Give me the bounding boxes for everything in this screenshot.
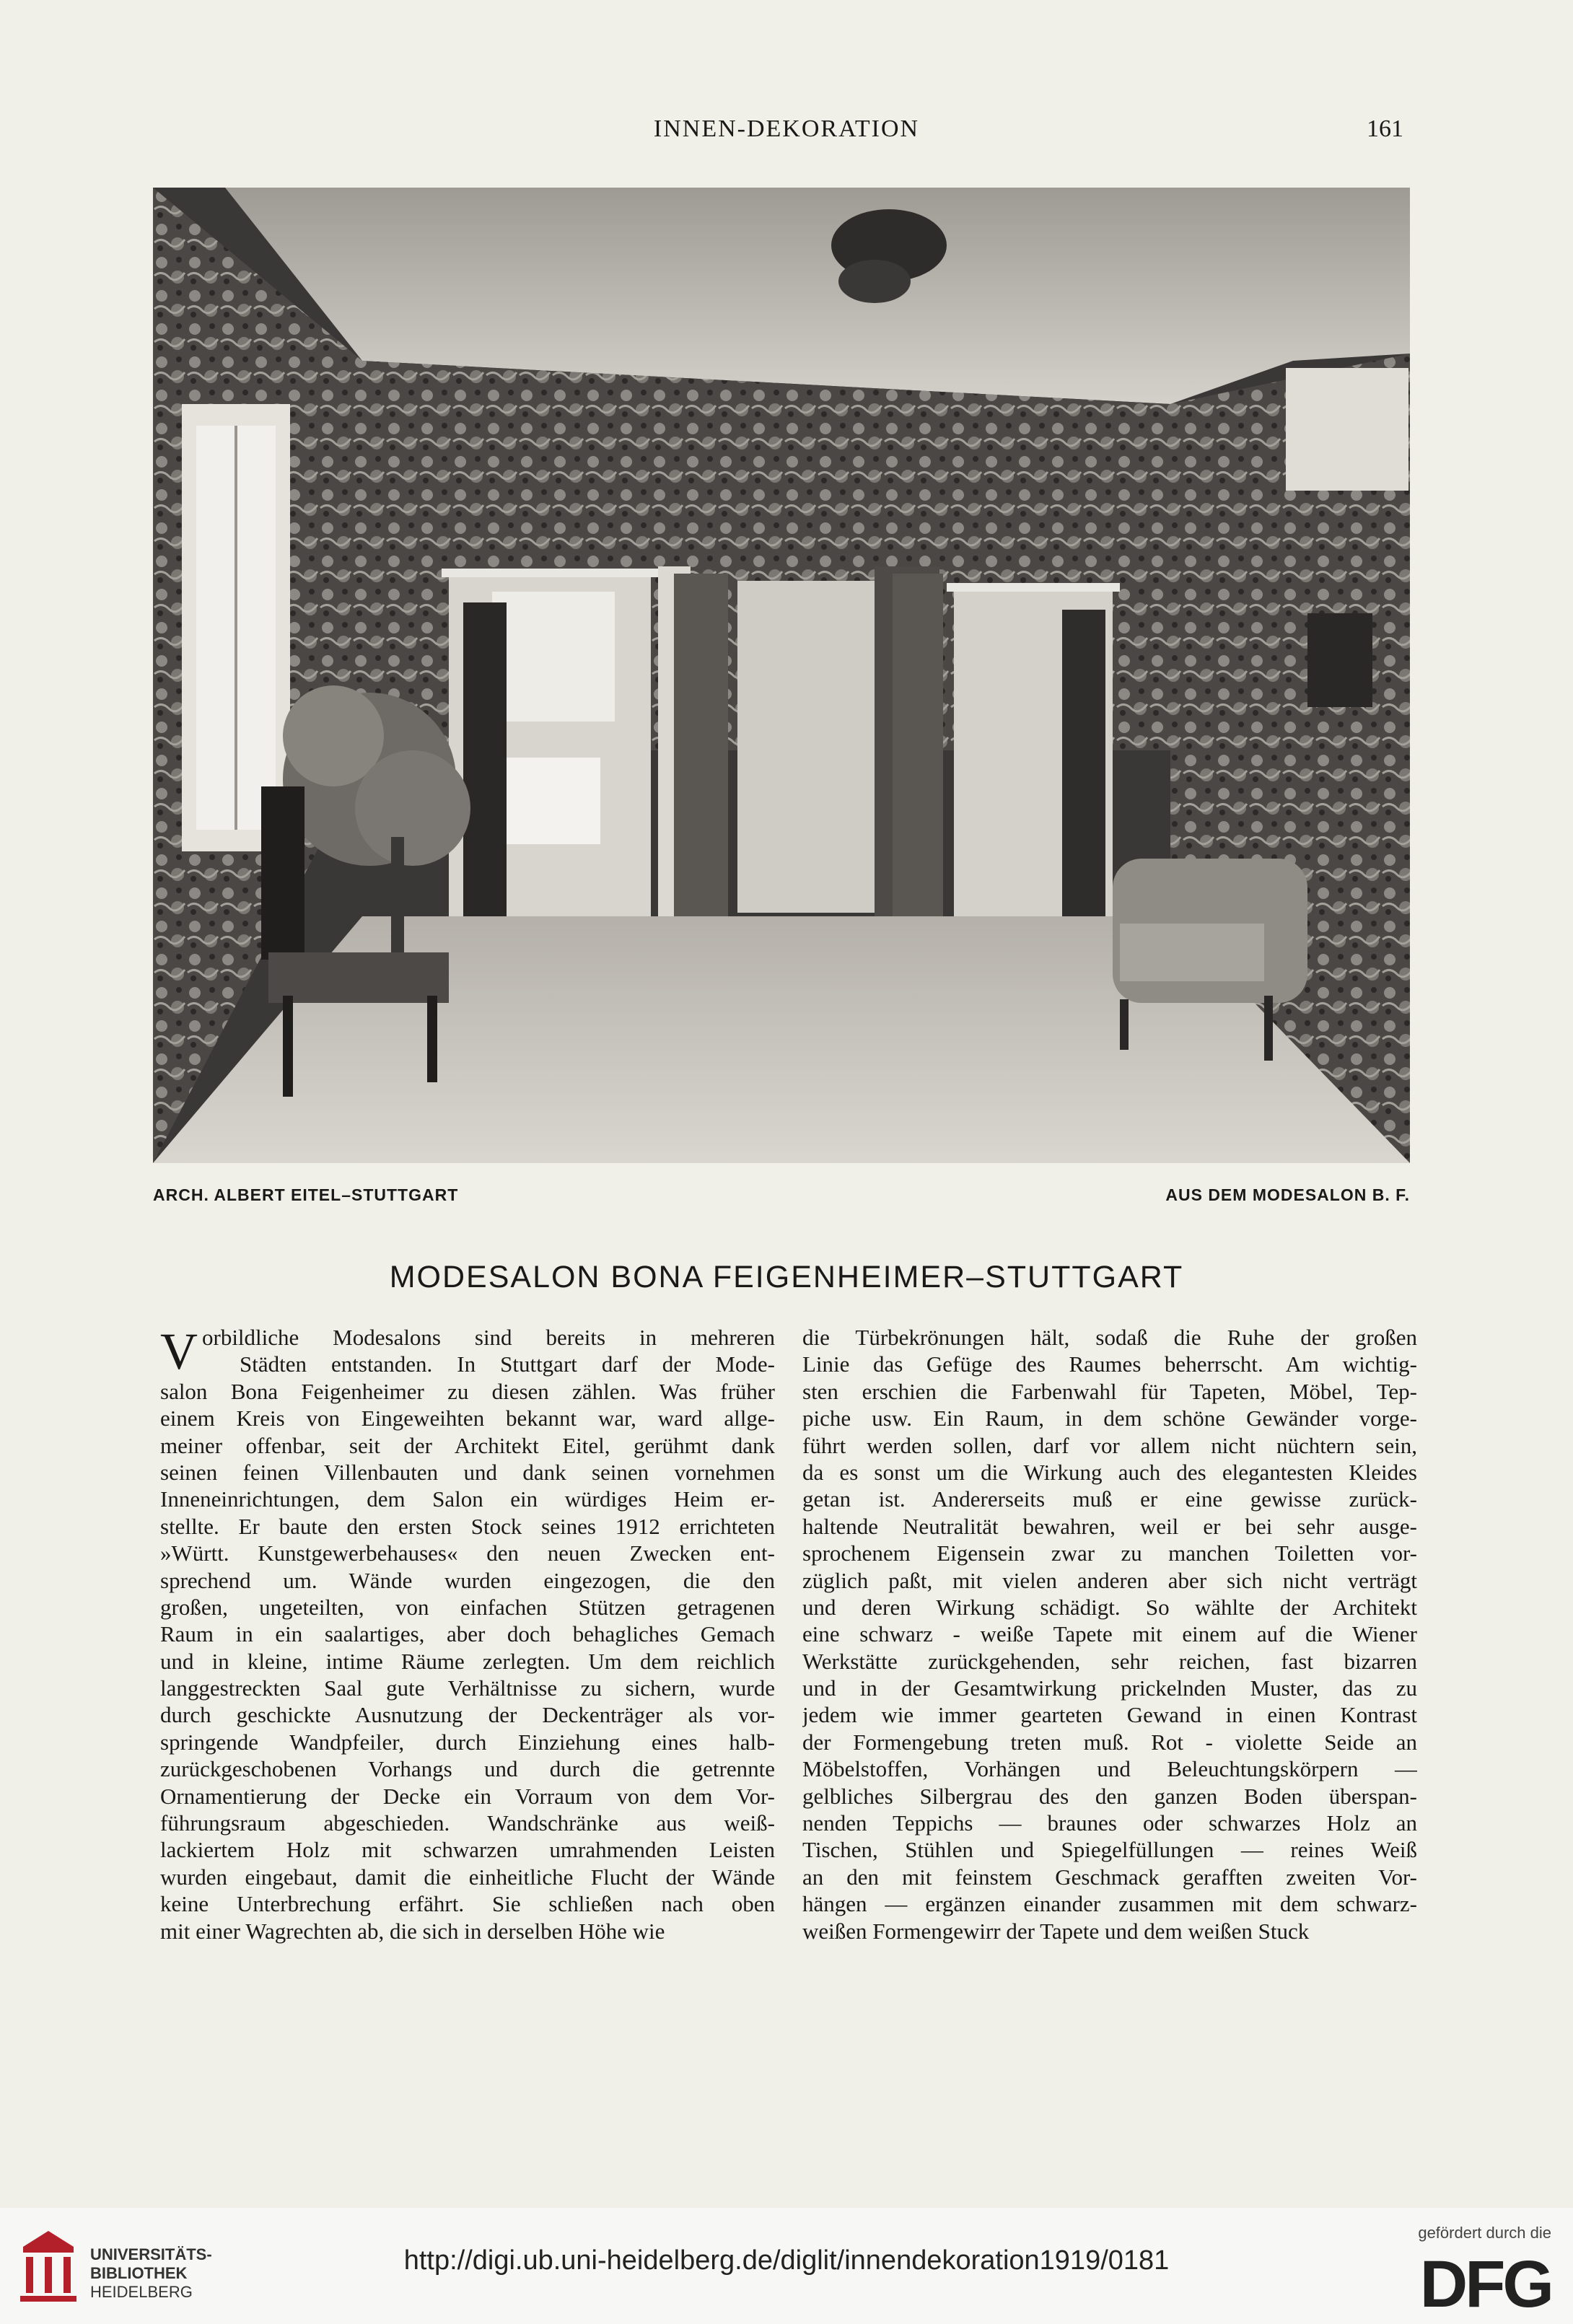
- running-head: [0, 115, 1573, 152]
- text-line: an den mit feinstem Geschmack gerafften zweiten Vor-: [802, 1864, 1417, 1890]
- text-line: die Türbekrönungen hält, sodaß die Ruhe der großen: [802, 1325, 1417, 1350]
- library-line-1: UNIVERSITÄTS-: [90, 2245, 212, 2263]
- text-line: einem Kreis von Eingeweihten bekannt war, ward allge-: [160, 1406, 775, 1431]
- text-line: gelbliches Silbergrau des den ganzen Boden überspan-: [802, 1783, 1417, 1809]
- text-line: lackiertem Holz mit schwarzen umrahmenden Leisten: [160, 1837, 775, 1863]
- text-line: springende Wandpfeiler, durch Einziehung eines halb-: [160, 1729, 775, 1755]
- running-title: INNEN-DEKORATION: [653, 115, 920, 142]
- figure-captions: [153, 1185, 1410, 1214]
- text-line: da es sonst um die Wirkung auch des elegantesten Kleides: [802, 1459, 1417, 1485]
- article-body: [160, 1324, 1417, 1973]
- caption-source: AUS DEM MODESALON B. F.: [1165, 1185, 1410, 1204]
- left-column: [160, 1324, 775, 1944]
- text-line: jedem wie immer gearteten Gewand in einen Kontrast: [802, 1702, 1417, 1728]
- digitization-footer: [0, 2208, 1573, 2324]
- library-line-2: BIBLIOTHEK: [90, 2264, 188, 2282]
- text-line: und in kleine, intime Räume zerlegten. Um dem reichlich: [160, 1648, 775, 1674]
- text-line: eine schwarz - weiße Tapete mit einem auf die Wiener: [802, 1621, 1417, 1647]
- text-line: Inneneinrichtungen, dem Salon ein würdiges Heim er-: [160, 1486, 775, 1512]
- text-line: zurückgeschobenen Vorhangs und durch die getrennte: [160, 1756, 775, 1782]
- text-line: sprechend um. Wände wurden eingezogen, die den: [160, 1567, 775, 1593]
- dfg-logo: DFG: [1419, 2248, 1551, 2321]
- text-line: nenden Teppichs — braunes oder schwarzes Holz an: [802, 1810, 1417, 1836]
- text-line: langgestreckten Saal gute Verhältnisse zu sichern, wurde: [160, 1675, 775, 1701]
- text-line: und in der Gesamtwirkung prickelnden Muster, das zu: [802, 1675, 1417, 1701]
- text-line: sprochenem Eigensein zwar zu manchen Toiletten vor-: [802, 1540, 1417, 1566]
- text-line: großen, ungeteilten, von einfachen Stützen getragenen: [160, 1594, 775, 1620]
- text-line: »Württ. Kunstgewerbehauses« den neuen Zwecken ent-: [160, 1540, 775, 1566]
- text-line: Ornamentierung der Decke ein Vorraum von dem Vor-: [160, 1783, 775, 1809]
- text-line: getan ist. Andererseits muß er eine gewisse zurück-: [802, 1486, 1417, 1512]
- caption-architect: ARCH. ALBERT EITEL–STUTTGART: [153, 1185, 459, 1204]
- text-line: Tischen, Stühlen und Spiegelfüllungen — reines Weiß: [802, 1837, 1417, 1863]
- text-line: mit einer Wagrechten ab, die sich in derselben Höhe wie: [160, 1918, 665, 1944]
- text-line: Linie das Gefüge des Raumes beherrscht. Am wichtig-: [802, 1351, 1417, 1377]
- text-line: züglich paßt, mit vielen anderen aber sich nicht verträgt: [802, 1567, 1417, 1593]
- text-line: wurden eingebaut, damit die einheitliche Flucht der Wände: [160, 1864, 775, 1890]
- text-line: Städten entstanden. In Stuttgart darf der Mode-: [240, 1351, 775, 1377]
- text-line: durch geschickte Ausnutzung der Deckenträger als vor-: [160, 1702, 775, 1728]
- text-line: stellte. Er baute den ersten Stock seines 1912 errichteten: [160, 1513, 775, 1539]
- salon-photograph: [153, 188, 1410, 1163]
- text-line: seinen feinen Villenbauten und dank seinen vornehmen: [160, 1459, 775, 1485]
- permalink-url[interactable]: http://digi.ub.uni-heidelberg.de/diglit/innendekoration1919/0181: [403, 2245, 1170, 2276]
- text-line: hängen — ergänzen einander zusammen mit dem schwarz-: [802, 1891, 1417, 1917]
- text-line: Werkstätte zurückgehenden, sehr reichen, fast bizarren: [802, 1648, 1417, 1674]
- text-line: sten erschien die Farbenwahl für Tapeten, Möbel, Tep-: [802, 1378, 1417, 1404]
- text-line: Möbelstoffen, Vorhängen und Beleuchtungskörpern —: [802, 1756, 1417, 1782]
- text-line: meiner offenbar, seit der Architekt Eitel, gerühmt dank: [160, 1432, 775, 1458]
- page-number: 161: [1367, 115, 1403, 142]
- text-line: führt werden sollen, darf vor allem nicht nüchtern sein,: [802, 1432, 1417, 1458]
- text-line: der Formengebung treten muß. Rot - violette Seide an: [802, 1729, 1417, 1755]
- text-line: führungsraum abgeschieden. Wandschränke aus weiß-: [160, 1810, 775, 1836]
- text-line: keine Unterbrechung erfährt. Sie schließen nach oben: [160, 1891, 775, 1917]
- text-line: orbildliche Modesalons sind bereits in mehreren: [202, 1325, 775, 1350]
- right-column: [802, 1324, 1417, 1944]
- text-line: und deren Wirkung schädigt. So wählte der Architekt: [802, 1594, 1417, 1620]
- text-line: piche usw. Ein Raum, in dem schöne Gewänder vorge-: [802, 1406, 1417, 1431]
- library-line-3: HEIDELBERG: [90, 2283, 193, 2301]
- article-title: MODESALON BONA FEIGENHEIMER–STUTTGART: [389, 1260, 1184, 1294]
- text-line: salon Bona Feigenheimer zu diesen zählen. Was früher: [160, 1378, 775, 1404]
- text-line: Raum in ein saalartiges, aber doch behagliches Gemach: [160, 1621, 775, 1647]
- dropcap: V: [160, 1323, 198, 1380]
- text-line: haltende Neutralität bewahren, weil er bei sehr ausge-: [802, 1513, 1417, 1539]
- salon-photograph-image: [153, 188, 1410, 1163]
- text-line: weißen Formengewirr der Tapete und dem weißen Stuck: [802, 1918, 1310, 1944]
- funding-label: gefördert durch die: [1418, 2224, 1551, 2242]
